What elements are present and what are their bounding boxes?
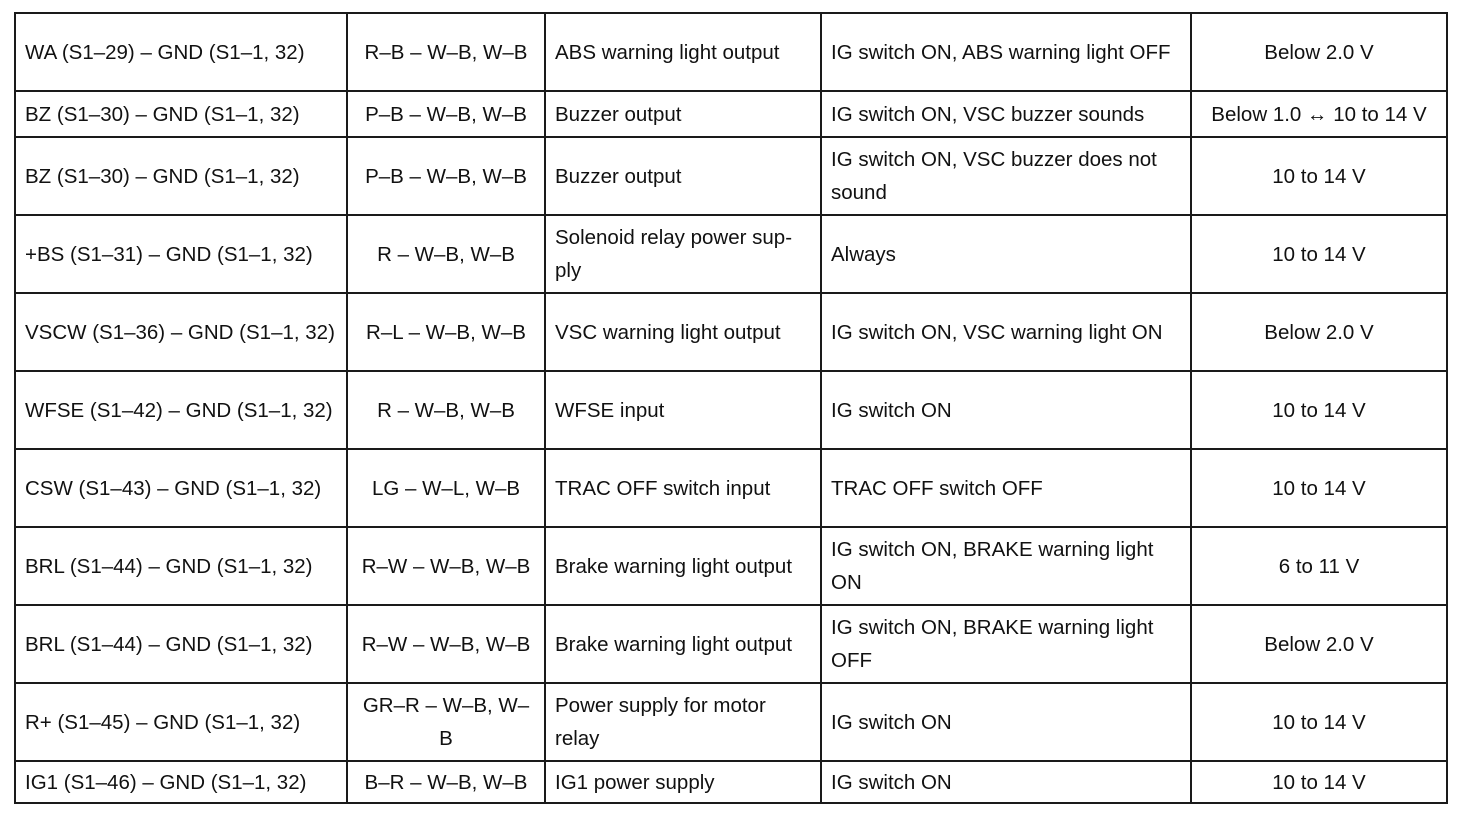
condition-cell: IG switch ON bbox=[821, 761, 1191, 803]
description-cell: ABS warning light output bbox=[545, 13, 821, 91]
terminal-cell: WFSE (S1–42) – GND (S1–1, 32) bbox=[15, 371, 347, 449]
table-row bbox=[15, 449, 1447, 527]
specified-condition-cell: 10 to 14 V bbox=[1191, 683, 1447, 761]
wiring-color-cell: GR–R – W–B, W–B bbox=[347, 683, 545, 761]
table-row bbox=[15, 371, 1447, 449]
table-row bbox=[15, 527, 1447, 605]
table-row bbox=[15, 761, 1447, 803]
specified-condition-cell: 10 to 14 V bbox=[1191, 761, 1447, 803]
condition-cell: IG switch ON, VSC buzzer sounds bbox=[821, 91, 1191, 137]
table-row bbox=[15, 293, 1447, 371]
condition-cell: Always bbox=[821, 215, 1191, 293]
wiring-color-cell: P–B – W–B, W–B bbox=[347, 91, 545, 137]
terminal-cell: IG1 (S1–46) – GND (S1–1, 32) bbox=[15, 761, 347, 803]
condition-cell: IG switch ON bbox=[821, 683, 1191, 761]
condition-cell: IG switch ON, VSC warning light ON bbox=[821, 293, 1191, 371]
terminal-cell: WA (S1–29) – GND (S1–1, 32) bbox=[15, 13, 347, 91]
wiring-color-cell: R – W–B, W–B bbox=[347, 371, 545, 449]
terminal-cell: BZ (S1–30) – GND (S1–1, 32) bbox=[15, 137, 347, 215]
condition-cell: IG switch ON, BRAKE warning light OFF bbox=[821, 605, 1191, 683]
terminal-cell: +BS (S1–31) – GND (S1–1, 32) bbox=[15, 215, 347, 293]
specified-condition-cell: 6 to 11 V bbox=[1191, 527, 1447, 605]
terminal-cell: BZ (S1–30) – GND (S1–1, 32) bbox=[15, 91, 347, 137]
description-cell: TRAC OFF switch input bbox=[545, 449, 821, 527]
specified-condition-cell: Below 2.0 V bbox=[1191, 13, 1447, 91]
specified-condition-cell: Below 2.0 V bbox=[1191, 605, 1447, 683]
condition-cell: IG switch ON, VSC buzzer does not sound bbox=[821, 137, 1191, 215]
specified-condition-cell: 10 to 14 V bbox=[1191, 137, 1447, 215]
wiring-color-cell: R–B – W–B, W–B bbox=[347, 13, 545, 91]
specified-condition-cell: 10 to 14 V bbox=[1191, 371, 1447, 449]
table-row bbox=[15, 605, 1447, 683]
terminal-cell: BRL (S1–44) – GND (S1–1, 32) bbox=[15, 605, 347, 683]
wiring-color-cell: R–L – W–B, W–B bbox=[347, 293, 545, 371]
description-cell: Brake warning light output bbox=[545, 527, 821, 605]
wiring-color-cell: LG – W–L, W–B bbox=[347, 449, 545, 527]
condition-cell: IG switch ON, ABS warning light OFF bbox=[821, 13, 1191, 91]
table-row bbox=[15, 683, 1447, 761]
specified-condition-cell: Below 2.0 V bbox=[1191, 293, 1447, 371]
description-cell: Buzzer output bbox=[545, 137, 821, 215]
specified-condition-cell: 10 to 14 V bbox=[1191, 449, 1447, 527]
condition-cell: TRAC OFF switch OFF bbox=[821, 449, 1191, 527]
terminal-cell: R+ (S1–45) – GND (S1–1, 32) bbox=[15, 683, 347, 761]
table-row bbox=[15, 91, 1447, 137]
wiring-color-cell: R–W – W–B, W–B bbox=[347, 527, 545, 605]
terminal-voltage-table bbox=[14, 12, 1448, 804]
table-row bbox=[15, 215, 1447, 293]
description-cell: Buzzer output bbox=[545, 91, 821, 137]
table-row bbox=[15, 13, 1447, 91]
terminal-cell: CSW (S1–43) – GND (S1–1, 32) bbox=[15, 449, 347, 527]
wiring-color-cell: B–R – W–B, W–B bbox=[347, 761, 545, 803]
description-cell: VSC warning light output bbox=[545, 293, 821, 371]
terminal-cell: BRL (S1–44) – GND (S1–1, 32) bbox=[15, 527, 347, 605]
wiring-color-cell: P–B – W–B, W–B bbox=[347, 137, 545, 215]
description-cell: Power supply for motor relay bbox=[545, 683, 821, 761]
condition-cell: IG switch ON bbox=[821, 371, 1191, 449]
specified-condition-cell: 10 to 14 V bbox=[1191, 215, 1447, 293]
wiring-color-cell: R – W–B, W–B bbox=[347, 215, 545, 293]
wiring-color-cell: R–W – W–B, W–B bbox=[347, 605, 545, 683]
condition-cell: IG switch ON, BRAKE warning light ON bbox=[821, 527, 1191, 605]
description-cell: IG1 power supply bbox=[545, 761, 821, 803]
description-cell: Brake warning light output bbox=[545, 605, 821, 683]
specified-condition-cell: Below 1.0 ↔ 10 to 14 V bbox=[1191, 91, 1447, 137]
table-row bbox=[15, 137, 1447, 215]
terminal-cell: VSCW (S1–36) – GND (S1–1, 32) bbox=[15, 293, 347, 371]
description-cell: WFSE input bbox=[545, 371, 821, 449]
description-cell: Solenoid relay power sup-ply bbox=[545, 215, 821, 293]
terminal-spec-sheet bbox=[14, 12, 1446, 804]
